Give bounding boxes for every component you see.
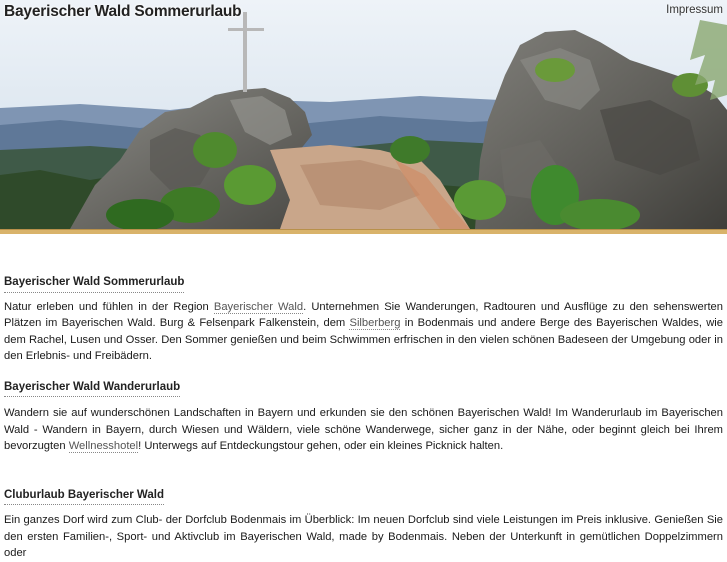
section-text: Ein ganzes Dorf wird zum Club- der Dorfclub Bodenmais im Überblick: Im neuen Dorfclub sind viele Leistungen im Preis inklusive. Genießen Sie den ersten Familien-, Sport- und Aktivclub im Bayerischen Wald, made by Bodenmais. Neben der Unterkunft in gemütlichen Doppelzimmern oder xyxy=(4,514,723,559)
section-cluburlaub xyxy=(4,487,723,562)
section-text xyxy=(4,405,723,455)
impressum-link[interactable]: Impressum xyxy=(666,4,723,16)
section-text xyxy=(4,299,723,365)
section-heading: Bayerischer Wald Sommerurlaub xyxy=(4,274,184,293)
text-segment: Wandern sie auf wunderschönen Landschaften in Bayern und erkunden sie den schönen Bayerischen Wald! Im Wanderurlaub im Bayerischen Wald - Wandern in Bayern, durch Wiesen und Wäldern, viele schöne Wanderwege, sicher ganz in der Nähe, oder beginnt gleich bei Ihrem bevorzugten xyxy=(4,407,723,452)
link-bayerischer-wald[interactable]: Bayerischer Wald xyxy=(213,300,304,313)
header-banner xyxy=(0,0,727,229)
section-heading: Bayerischer Wald Wanderurlaub xyxy=(4,379,180,398)
section-wanderurlaub xyxy=(4,379,723,455)
text-segment: . Unternehmen Sie Wanderungen, Radtouren und Ausflüge zu den sehenswerten Plätzen im Bayerischen Wald. Burg & Felsenpark Falkenstein, dem xyxy=(4,300,724,329)
text-segment: in Bodenmais und andere Berge des Bayerischen Waldes, wie dem Rachel, Lusen und Osser. Den Sommer genießen und beim Schwimmen erfrischen in den vielen schönen Badeseen der Umgebung oder in den Erlebnis- und Freibädern. xyxy=(4,317,723,362)
mountain-summit-photo xyxy=(0,0,727,229)
link-silberberg[interactable]: Silberberg xyxy=(349,317,401,329)
main-content xyxy=(4,233,723,562)
section-sommerurlaub xyxy=(4,274,723,365)
section-heading: Cluburlaub Bayerischer Wald xyxy=(4,487,164,506)
text-segment: Natur erleben und fühlen in der Region xyxy=(4,300,214,313)
text-segment: ! Unterwegs auf Entdeckungstour gehen, oder ein kleines Picknick halten. xyxy=(138,440,504,452)
site-title: Bayerischer Wald Sommerurlaub xyxy=(4,3,242,20)
link-wellnesshotel[interactable]: Wellnesshotel xyxy=(68,440,139,452)
